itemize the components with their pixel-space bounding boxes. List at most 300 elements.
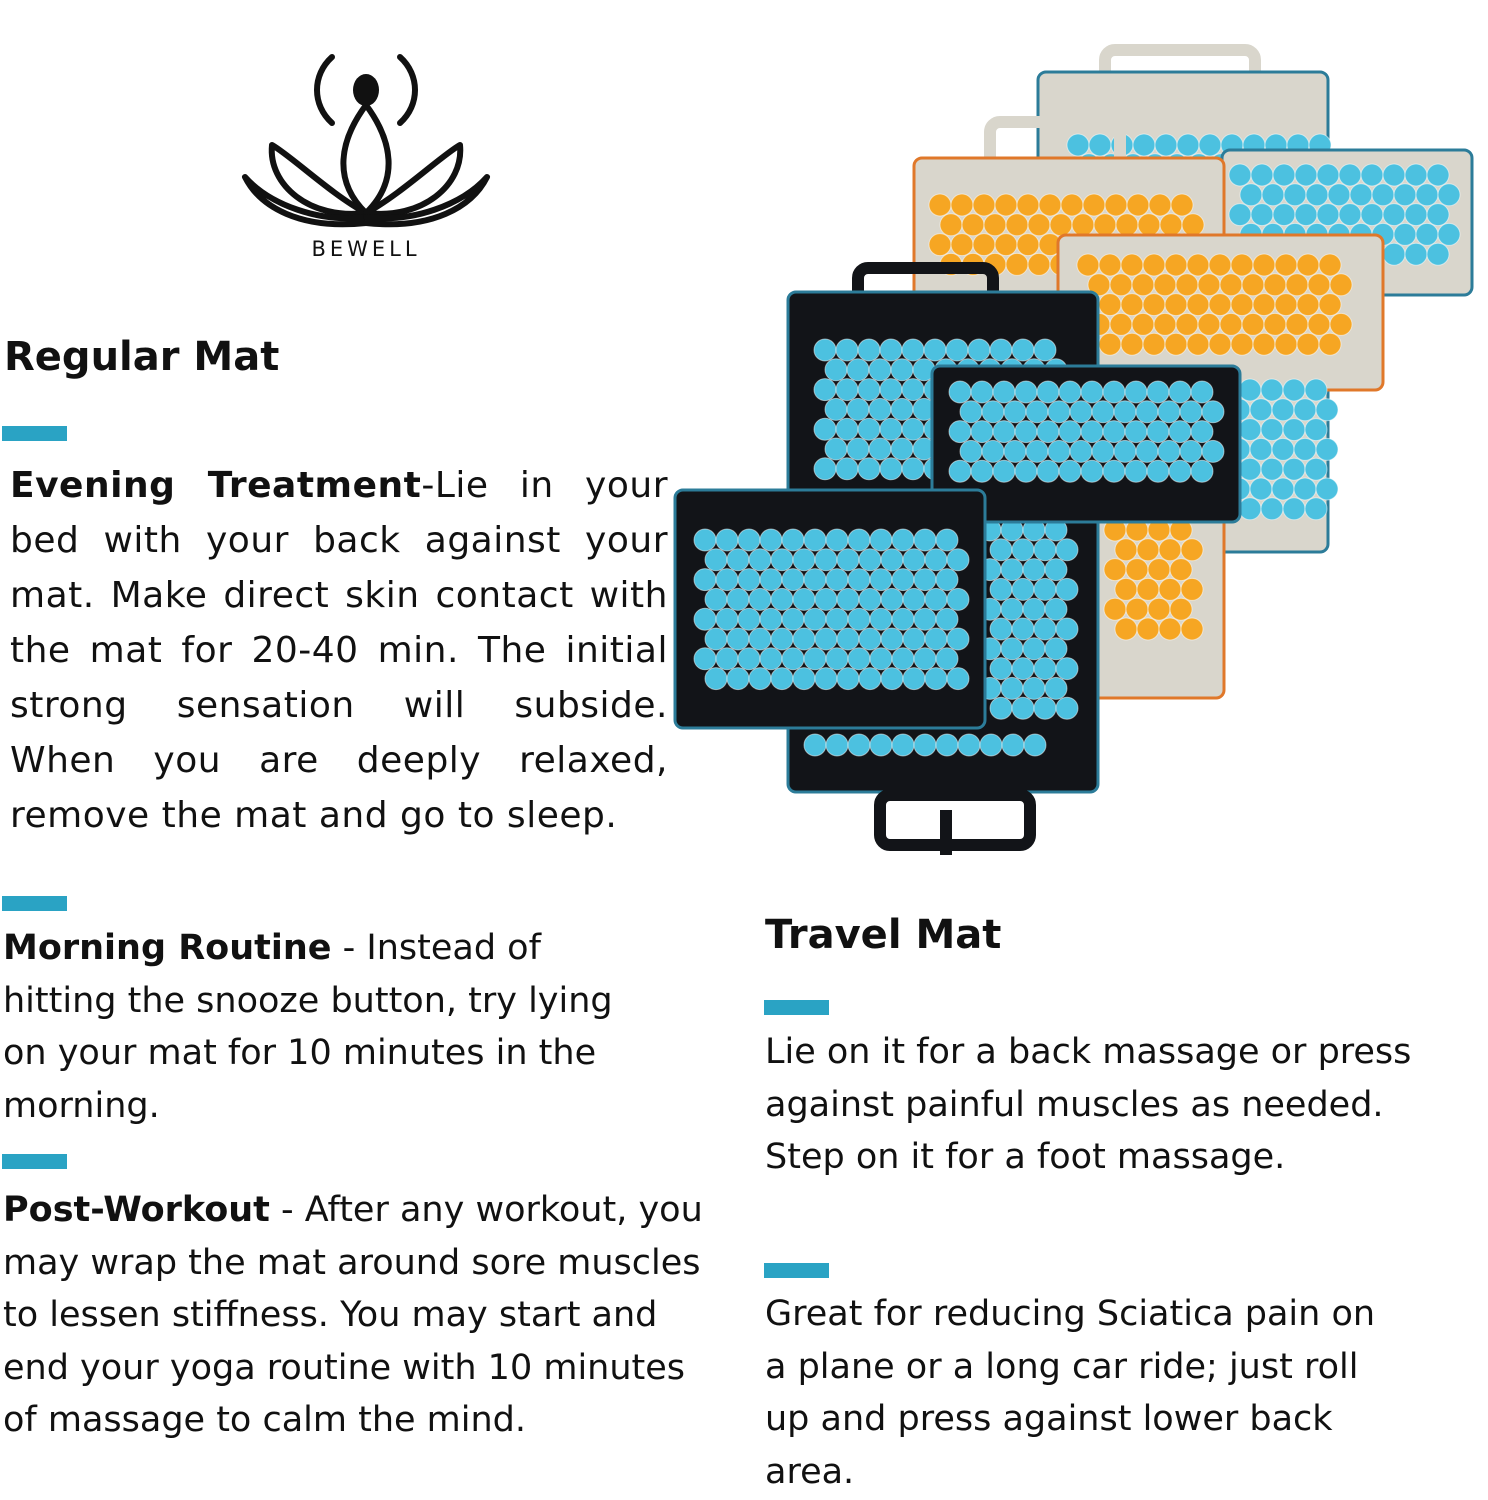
acupressure-spike (1229, 164, 1251, 186)
accent-dash (764, 1000, 829, 1015)
acupressure-spike (1394, 184, 1416, 206)
acupressure-spike (1275, 254, 1297, 276)
acupressure-spike (1048, 401, 1070, 423)
acupressure-spike (749, 628, 771, 650)
acupressure-spike (1438, 184, 1460, 206)
acupressure-spike (1250, 438, 1272, 460)
acupressure-spike (1294, 399, 1316, 421)
acupressure-spike (1116, 214, 1138, 236)
acupressure-spike (1056, 658, 1078, 680)
acupressure-spike (993, 421, 1015, 443)
acupressure-spike (1012, 658, 1034, 680)
acupressure-spike (837, 668, 859, 690)
acupressure-spike (1136, 401, 1158, 423)
acupressure-spike (1272, 399, 1294, 421)
acupressure-spike (1438, 223, 1460, 245)
acupressure-spike (958, 734, 980, 756)
acupressure-spike (880, 418, 902, 440)
acupressure-spike (1155, 134, 1177, 156)
acupressure-spike (1104, 598, 1126, 620)
acupressure-spike (1103, 421, 1125, 443)
acupressure-spike (1039, 194, 1061, 216)
acupressure-spike (960, 401, 982, 423)
acupressure-spike (973, 234, 995, 256)
acupressure-spike (1261, 419, 1283, 441)
acupressure-spike (1034, 697, 1056, 719)
acupressure-spike (936, 569, 958, 591)
acupressure-spike (793, 588, 815, 610)
acupressure-spike (891, 359, 913, 381)
acupressure-spike (1242, 313, 1264, 335)
acupressure-spike (836, 339, 858, 361)
acupressure-spike (1121, 333, 1143, 355)
acupressure-spike (782, 529, 804, 551)
acupressure-spike (826, 734, 848, 756)
acupressure-spike (1137, 618, 1159, 640)
acupressure-spike (1136, 440, 1158, 462)
morning-routine-paragraph (3, 922, 613, 1132)
acupressure-spike (925, 628, 947, 650)
evening-heading: Evening Treatment (10, 465, 422, 506)
acupressure-spike (1191, 381, 1213, 403)
acupressure-spike (1283, 498, 1305, 520)
acupressure-spike (1037, 460, 1059, 482)
acupressure-spike (705, 628, 727, 650)
acupressure-spike (1306, 184, 1328, 206)
acupressure-spike (1198, 274, 1220, 296)
acupressure-spike (993, 381, 1015, 403)
acupressure-spike (1115, 618, 1137, 640)
acupressure-spike (980, 734, 1002, 756)
acupressure-spike (694, 529, 716, 551)
acupressure-spike (1121, 294, 1143, 316)
acupressure-spike (1383, 164, 1405, 186)
acupressure-spike (1159, 618, 1181, 640)
acupressure-spike (727, 588, 749, 610)
accent-dash (2, 896, 67, 911)
acupressure-spike (1182, 214, 1204, 236)
acupressure-spike (1056, 697, 1078, 719)
acupressure-spike (859, 668, 881, 690)
acupressure-spike (814, 339, 836, 361)
acupressure-spike (914, 648, 936, 670)
acupressure-spike (903, 668, 925, 690)
acupressure-spike (1170, 559, 1192, 581)
acupressure-spike (984, 214, 1006, 236)
acupressure-spike (1147, 460, 1169, 482)
acupressure-spike (771, 628, 793, 650)
acupressure-spike (1427, 243, 1449, 265)
acupressure-spike (847, 359, 869, 381)
acupressure-spike (836, 418, 858, 440)
acupressure-spike (1297, 294, 1319, 316)
acupressure-spike (870, 734, 892, 756)
acupressure-spike (1028, 214, 1050, 236)
acupressure-spike (1405, 243, 1427, 265)
acupressure-spike (760, 648, 782, 670)
acupressure-spike (902, 458, 924, 480)
acupressure-spike (1034, 339, 1056, 361)
acupressure-spike (814, 418, 836, 440)
acupressure-spike (1092, 440, 1114, 462)
acupressure-spike (903, 628, 925, 650)
acupressure-spike (869, 438, 891, 460)
acupressure-spike (793, 668, 815, 690)
acupressure-spike (1067, 134, 1089, 156)
acupressure-spike (1181, 618, 1203, 640)
acupressure-spike (925, 668, 947, 690)
acupressure-spike (826, 529, 848, 551)
acupressure-spike (1251, 204, 1273, 226)
acupressure-spike (814, 379, 836, 401)
acupressure-spike (946, 339, 968, 361)
acupressure-spike (694, 608, 716, 630)
acupressure-spike (825, 398, 847, 420)
acupressure-spike (962, 214, 984, 236)
acupressure-spike (1001, 677, 1023, 699)
acupressure-spike (848, 648, 870, 670)
acupressure-spike (1147, 381, 1169, 403)
acupressure-spike (1061, 194, 1083, 216)
acupressure-spike (760, 569, 782, 591)
acupressure-spike (936, 529, 958, 551)
acupressure-spike (951, 194, 973, 216)
acupressure-spike (1070, 401, 1092, 423)
acupressure-spike (1261, 379, 1283, 401)
acupressure-spike (1286, 274, 1308, 296)
acupressure-spike (859, 588, 881, 610)
acupressure-spike (902, 339, 924, 361)
acupressure-spike (982, 401, 1004, 423)
acupressure-spike (738, 648, 760, 670)
acupressure-spike (1416, 223, 1438, 245)
acupressure-spike (847, 398, 869, 420)
acupressure-spike (1253, 333, 1275, 355)
acupressure-spike (1149, 194, 1171, 216)
post-workout-paragraph (3, 1184, 715, 1447)
acupressure-spike (1251, 164, 1273, 186)
acupressure-spike (1114, 401, 1136, 423)
acupressure-spike (869, 398, 891, 420)
acupressure-spike (1187, 294, 1209, 316)
acupressure-spike (869, 359, 891, 381)
acupressure-spike (771, 549, 793, 571)
acupressure-spike (1099, 333, 1121, 355)
acupressure-spike (815, 668, 837, 690)
acupressure-spike (881, 549, 903, 571)
acupressure-spike (1262, 184, 1284, 206)
acupressure-spike (990, 539, 1012, 561)
acupressure-spike (1405, 164, 1427, 186)
acupressure-spike (1103, 460, 1125, 482)
acupressure-spike (960, 440, 982, 462)
acupressure-spike (1081, 460, 1103, 482)
acupressure-spike (1081, 381, 1103, 403)
acupressure-spike (858, 458, 880, 480)
acupressure-spike (1115, 539, 1137, 561)
acupressure-spike (1158, 401, 1180, 423)
acupressure-spike (870, 648, 892, 670)
acupressure-spike (848, 529, 870, 551)
acupressure-spike (1099, 254, 1121, 276)
acupressure-spike (1133, 134, 1155, 156)
acupressure-spike (1273, 164, 1295, 186)
acupressure-spike (1383, 204, 1405, 226)
acupressure-spike (1187, 254, 1209, 276)
acupressure-spike (1004, 440, 1026, 462)
acupressure-spike (1250, 399, 1272, 421)
acupressure-spike (847, 438, 869, 460)
acupressure-spike (848, 734, 870, 756)
acupressure-spike (1284, 184, 1306, 206)
acupressure-spike (1250, 478, 1272, 500)
acupressure-spike (1001, 598, 1023, 620)
acupressure-spike (1165, 333, 1187, 355)
mat-handle (880, 795, 1030, 845)
acupressure-spike (993, 460, 1015, 482)
acupressure-spike (716, 569, 738, 591)
acupressure-spike (1034, 539, 1056, 561)
acupressure-spike (1275, 333, 1297, 355)
acupressure-spike (1001, 559, 1023, 581)
acupressure-spike (1059, 381, 1081, 403)
acupressure-spike (1045, 559, 1067, 581)
acupressure-spike (836, 458, 858, 480)
acupressure-spike (1272, 438, 1294, 460)
acupressure-spike (858, 339, 880, 361)
acupressure-spike (815, 588, 837, 610)
acupressure-spike (1159, 578, 1181, 600)
morning-heading: Morning Routine (3, 928, 332, 968)
acupressure-spike (1242, 274, 1264, 296)
acupressure-spike (1264, 313, 1286, 335)
acupressure-spike (694, 569, 716, 591)
acupressure-spike (1125, 381, 1147, 403)
acupressure-spike (1110, 274, 1132, 296)
acupressure-spike (1050, 214, 1072, 236)
acupressure-spike (1105, 194, 1127, 216)
acupressure-spike (814, 458, 836, 480)
acupressure-spike (1253, 254, 1275, 276)
acupressure-spike (880, 379, 902, 401)
travel-paragraph-1: Lie on it for a back massage or press against painful muscles as needed. Step on it for a foot massage. (765, 1032, 1412, 1177)
acupressure-spike (1143, 333, 1165, 355)
acupressure-spike (995, 234, 1017, 256)
acupressure-spike (1231, 294, 1253, 316)
acupressure-spike (837, 549, 859, 571)
acupressure-spike (1138, 214, 1160, 236)
acupressure-spike (1297, 333, 1319, 355)
acupressure-spike (1239, 419, 1261, 441)
acupressure-spike (1165, 254, 1187, 276)
acupressure-spike (925, 588, 947, 610)
acupressure-spike (825, 438, 847, 460)
acupressure-spike (727, 628, 749, 650)
acupressure-spike (1048, 440, 1070, 462)
acupressure-spike (1305, 498, 1327, 520)
acupressure-spike (880, 458, 902, 480)
acupressure-spike (1132, 313, 1154, 335)
acupressure-spike (1006, 253, 1028, 275)
acupressure-spike (771, 588, 793, 610)
acupressure-spike (1286, 313, 1308, 335)
acupressure-spike (902, 418, 924, 440)
acupressure-spike (947, 549, 969, 571)
acupressure-spike (804, 529, 826, 551)
acupressure-spike (782, 569, 804, 591)
acupressure-spike (947, 668, 969, 690)
acupressure-spike (892, 608, 914, 630)
acupressure-spike (914, 529, 936, 551)
regular-mat-title: Regular Mat (4, 334, 280, 380)
brand-name: BEWELL (311, 237, 421, 261)
acupressure-spike (1297, 254, 1319, 276)
acupressure-spike (914, 608, 936, 630)
acupressure-spike (1264, 274, 1286, 296)
travel-mat-title: Travel Mat (765, 912, 1002, 958)
acupressure-spike (971, 421, 993, 443)
acupressure-spike (1056, 539, 1078, 561)
acupressure-spike (929, 194, 951, 216)
acupressure-spike (1319, 294, 1341, 316)
acupressure-spike (848, 608, 870, 630)
acupressure-spike (1231, 254, 1253, 276)
acupressure-spike (971, 460, 993, 482)
evening-text: -Lie in your bed with your back against your mat. Make direct skin contact with the mat for 20-40 min. The initial strong sensation will subside. When you are deeply relaxed, remove the mat and go to sleep. (10, 465, 668, 836)
acupressure-spike (837, 588, 859, 610)
acupressure-spike (1126, 598, 1148, 620)
acupressure-spike (1202, 440, 1224, 462)
acupressure-spike (1148, 559, 1170, 581)
acupressure-spike (1125, 460, 1147, 482)
acupressure-spike (771, 668, 793, 690)
acupressure-spike (738, 608, 760, 630)
acupressure-spike (705, 549, 727, 571)
acupressure-spike (929, 234, 951, 256)
acupressure-spike (995, 194, 1017, 216)
acupressure-spike (1180, 440, 1202, 462)
acupressure-spike (1394, 223, 1416, 245)
acupressure-spike (1239, 498, 1261, 520)
acupressure-spike (1114, 440, 1136, 462)
acupressure-spike (859, 628, 881, 650)
acupressure-spike (1239, 379, 1261, 401)
acupressure-spike (782, 648, 804, 670)
acupressure-spike (892, 734, 914, 756)
acupressure-spike (924, 339, 946, 361)
acupressure-spike (881, 668, 903, 690)
acupressure-spike (804, 569, 826, 591)
acupressure-spike (705, 668, 727, 690)
acupressure-spike (1083, 194, 1105, 216)
acupressure-spike (914, 569, 936, 591)
acupressure-spike (1015, 421, 1037, 443)
acupressure-spike (1305, 379, 1327, 401)
acupressure-spike (760, 608, 782, 630)
acupressure-spike (1169, 381, 1191, 403)
acupressure-spike (1089, 134, 1111, 156)
acupressure-spike (837, 628, 859, 650)
acupressure-spike (858, 379, 880, 401)
acupressure-spike (1220, 274, 1242, 296)
acupressure-spike (1143, 294, 1165, 316)
acupressure-spike (1361, 204, 1383, 226)
acupressure-spike (1330, 274, 1352, 296)
acupressure-spike (826, 608, 848, 630)
acupressure-spike (949, 460, 971, 482)
acupressure-spike (1127, 194, 1149, 216)
acupressure-spike (1023, 598, 1045, 620)
acupressure-spike (1012, 618, 1034, 640)
acupressure-spike (1159, 539, 1181, 561)
post-workout-text: - After any workout, you may wrap the mat around sore muscles to lessen stiffness. You may start and end your yoga routine with 10 minutes of massage to calm the mind. (3, 1190, 703, 1440)
acupressure-spike (1319, 333, 1341, 355)
acupressure-spike (1147, 421, 1169, 443)
acupressure-spike (1294, 438, 1316, 460)
acupressure-spike (870, 569, 892, 591)
acupressure-spike (1176, 274, 1198, 296)
acupressure-spike (749, 549, 771, 571)
acupressure-spike (749, 668, 771, 690)
acupressure-spike (968, 339, 990, 361)
acupressure-spike (1137, 539, 1159, 561)
acupressure-spike (836, 379, 858, 401)
acupressure-spike (1180, 401, 1202, 423)
acupressure-spike (1339, 204, 1361, 226)
acupressure-spike (1023, 638, 1045, 660)
acupressure-spike (738, 569, 760, 591)
acupressure-spike (1169, 460, 1191, 482)
mat-strap (940, 810, 952, 855)
acupressure-spike (1261, 498, 1283, 520)
acupressure-spike (749, 588, 771, 610)
acupressure-spike (1002, 734, 1024, 756)
acupressure-spike (804, 608, 826, 630)
acupressure-spike (1427, 204, 1449, 226)
acupressure-spike (1072, 214, 1094, 236)
acupressure-spike (1034, 618, 1056, 640)
acupressure-spike (716, 529, 738, 551)
acupressure-spike (825, 359, 847, 381)
acupressure-spike (1045, 677, 1067, 699)
acupressure-spike (990, 339, 1012, 361)
acupressure-spike (1110, 313, 1132, 335)
acupressure-spike (1023, 677, 1045, 699)
evening-treatment-paragraph (10, 458, 668, 843)
acupressure-spike (1253, 294, 1275, 316)
acupressure-spike (1045, 638, 1067, 660)
acupressure-spike (1316, 478, 1338, 500)
acupressure-spike (1012, 697, 1034, 719)
acupressure-spike (1308, 313, 1330, 335)
acupressure-spike (1416, 184, 1438, 206)
acupressure-spike (881, 588, 903, 610)
acupressure-spike (848, 569, 870, 591)
acupressure-spike (947, 588, 969, 610)
acupressure-spike (859, 549, 881, 571)
acupressure-spike (1176, 313, 1198, 335)
acupressure-spike (738, 529, 760, 551)
acupressure-spike (1220, 313, 1242, 335)
acupressure-spike (870, 529, 892, 551)
acupressure-spike (973, 194, 995, 216)
acupressure-spike (1081, 421, 1103, 443)
acupressure-spike (1092, 401, 1114, 423)
acupressure-spike (1099, 294, 1121, 316)
acupressure-spike (1012, 339, 1034, 361)
acupressure-spike (1015, 381, 1037, 403)
acupressure-spike (727, 549, 749, 571)
